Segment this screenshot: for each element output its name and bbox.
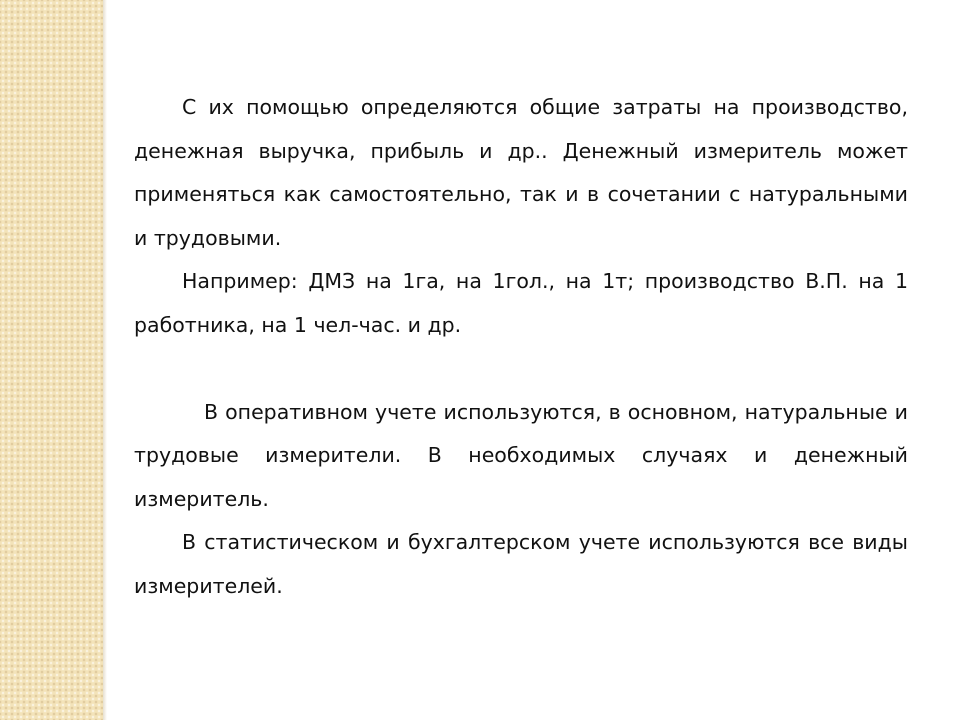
decorative-side-strip	[0, 0, 103, 720]
slide-body-text	[134, 86, 908, 608]
side-strip-edge	[103, 0, 107, 720]
paragraph-statistical-accounting: В статистическом и бухгалтерском учете используются все виды измерителей.	[134, 530, 908, 598]
paragraph-example: Например: ДМЗ на 1га, на 1гол., на 1т; производство В.П. на 1 работника, на 1 чел-час. и др.	[134, 269, 908, 337]
paragraph-money-measure: С их помощью определяются общие затраты на производство, денежная выручка, прибыль и др.. Денежный измеритель может применяться как самостоятельно, так и в сочетании с натуральными и трудовыми.	[134, 95, 908, 250]
paragraph-operational-accounting: В оперативном учете используются, в основном, натуральные и трудовые измерители. В необходимых случаях и денежный измеритель.	[134, 399, 908, 511]
